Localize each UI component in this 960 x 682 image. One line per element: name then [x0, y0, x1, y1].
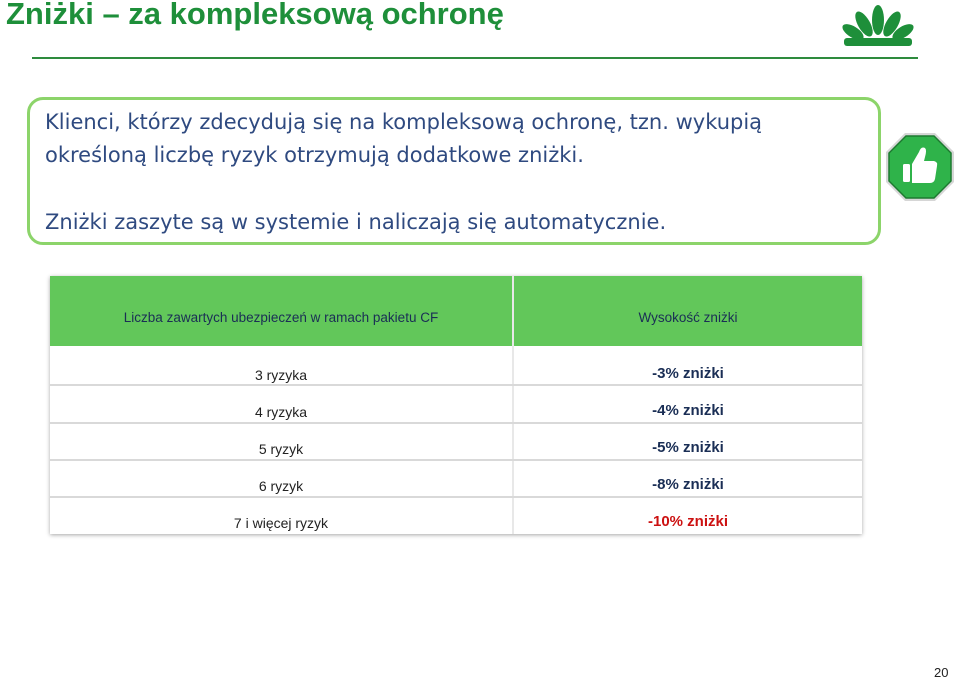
page-number: 20: [934, 665, 949, 680]
header-discount: Wysokość zniżki: [638, 310, 738, 325]
table-row: [50, 435, 862, 472]
discount-table: [50, 276, 862, 534]
discount-cell: -3% zniżki: [652, 365, 724, 382]
policy-count-cell: 7 i więcej ryzyk: [233, 515, 329, 531]
info-line-2: określoną liczbę ryzyk otrzymują dodatkowe zniżki.: [45, 143, 584, 167]
row-divider: [50, 384, 862, 386]
row-divider: [50, 422, 862, 424]
info-box: [27, 97, 881, 245]
info-line-1: Klienci, którzy zdecydują się na kompleksową ochronę, tzn. wykupią: [45, 110, 763, 134]
discount-cell: -5% zniżki: [652, 439, 724, 456]
info-line-3: Zniżki zaszyte są w systemie i naliczają się automatycznie.: [45, 210, 667, 234]
discount-cell: -8% zniżki: [652, 476, 724, 493]
table-row: [50, 509, 862, 546]
table-row: [50, 472, 862, 509]
row-divider: [50, 496, 862, 498]
policy-count-cell: 3 ryzyka: [254, 367, 308, 383]
discount-cell: -4% zniżki: [652, 402, 724, 419]
policy-count-cell: 6 ryzyk: [258, 478, 304, 494]
table-header: [50, 276, 862, 346]
thumbs-up-octagon-icon: [883, 130, 957, 204]
title-divider: [32, 57, 918, 59]
discount-cell: -10% zniżki: [647, 513, 729, 530]
table-row: [50, 361, 862, 398]
table-row: [50, 398, 862, 435]
row-divider: [50, 459, 862, 461]
header-policy-count: Liczba zawartych ubezpieczeń w ramach pakietu CF: [123, 310, 439, 325]
policy-count-cell: 4 ryzyka: [254, 404, 308, 420]
leaf-fan-logo-icon: [838, 4, 918, 48]
policy-count-cell: 5 ryzyk: [258, 441, 304, 457]
page-title: Zniżki – za kompleksową ochronę: [6, 0, 504, 31]
